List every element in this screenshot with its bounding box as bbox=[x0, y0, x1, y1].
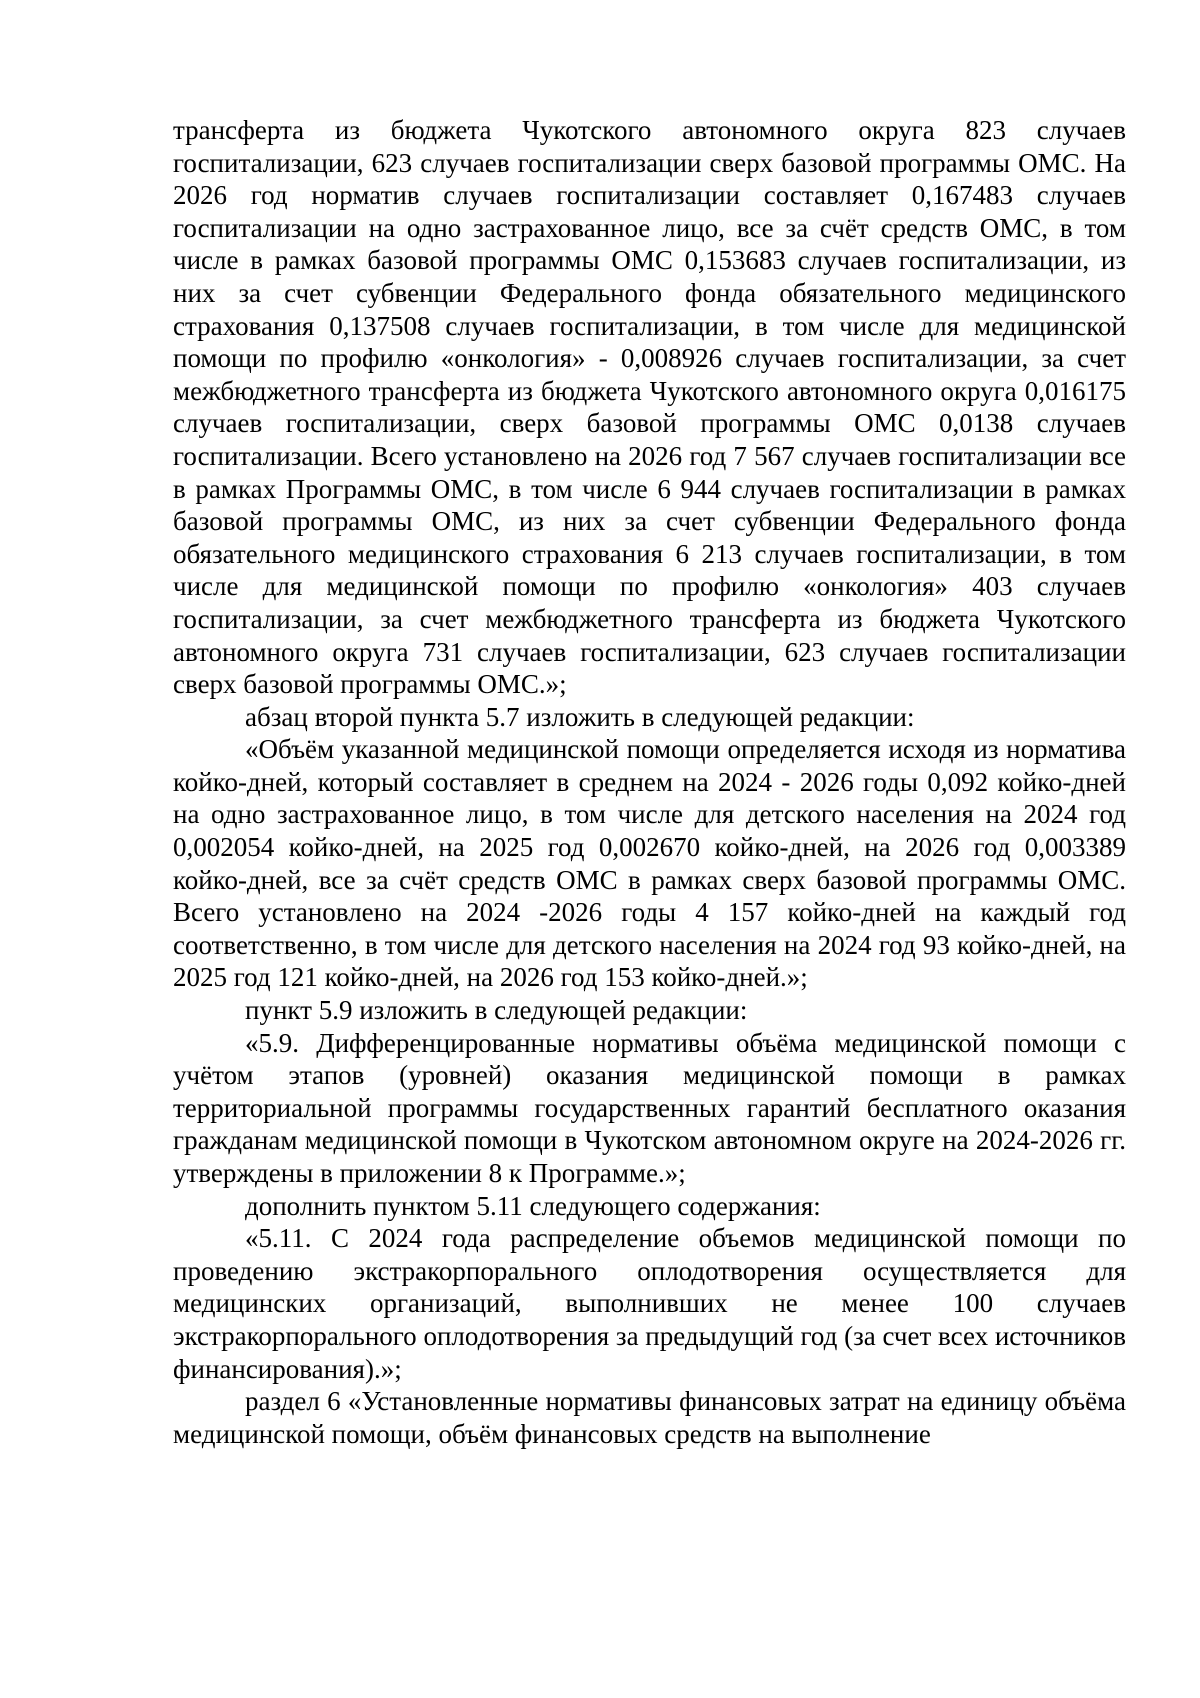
paragraph-hospitalization-continuation: трансферта из бюджета Чукотского автономного округа 823 случаев госпитализации, 623 случаев госпитализации сверх базовой программы ОМС. На 2026 год норматив случаев госпитализации составляет 0,167483 случаев госпитализации на одно застрахованное лицо, все за счёт средств ОМС, в том числе в рамках базовой программы ОМС 0,153683 случаев госпитализации, из них за счет субвенции Федерального фонда обязательного медицинского страхования 0,137508 случаев госпитализации, в том числе для медицинской помощи по профилю «онкология» - 0,008926 случаев госпитализации, за счет межбюджетного трансферта из бюджета Чукотского автономного округа 0,016175 случаев госпитализации, сверх базовой программы ОМС 0,0138 случаев госпитализации. Всего установлено на 2026 год 7 567 случаев госпитализации все в рамках Программы ОМС, в том числе 6 944 случаев госпитализации в рамках базовой программы ОМС, из них за счет субвенции Федерального фонда обязательного медицинского страхования 6 213 случаев госпитализации, в том числе для медицинской помощи по профилю «онкология» 403 случаев госпитализации, за счет межбюджетного трансферта из бюджета Чукотского автономного округа 731 случаев госпитализации, 623 случаев госпитализации сверх базовой программы ОМС.»; bbox=[173, 115, 1126, 700]
paragraph-clause-5-9-instruction: пункт 5.9 изложить в следующей редакции: bbox=[245, 995, 748, 1026]
paragraph-clause-5-7-text: «Объём указанной медицинской помощи определяется исходя из норматива койко-дней, который составляет в среднем на 2024 - 2026 годы 0,092 койко-дней на одно застрахованное лицо, в том числе для детского населения на 2024 год 0,002054 койко-дней, на 2025 год 0,002670 койко-дней, на 2026 год 0,003389 койко-дней, все за счёт средств ОМС в рамках сверх базовой программы ОМС. Всего установлено на 2024 -2026 годы 4 157 койко-дней на каждый год соответственно, в том числе для детского населения на 2024 год 93 койко-дней, на 2025 год 121 койко-дней, на 2026 год 153 койко-дней.»; bbox=[173, 734, 1126, 993]
paragraph-clause-5-9-text: «5.9. Дифференцированные нормативы объёма медицинской помощи с учётом этапов (уровней) оказания медицинской помощи в рамках территориальной программы государственных гарантий бесплатного оказания гражданам медицинской помощи в Чукотском автономном округе на 2024-2026 гг. утверждены в приложении 8 к Программе.»; bbox=[173, 1027, 1126, 1188]
paragraph-clause-5-11-instruction: дополнить пунктом 5.11 следующего содержания: bbox=[245, 1190, 821, 1221]
document-body bbox=[173, 114, 1126, 1450]
paragraph-clause-5-11-text: «5.11. С 2024 года распределение объемов медицинской помощи по проведению экстракорпорального оплодотворения осуществляется для медицинских организаций, выполнивших не менее 100 случаев экстракорпорального оплодотворения за предыдущий год (за счет всех источников финансирования).»; bbox=[173, 1223, 1126, 1384]
paragraph-section-6-text: раздел 6 «Установленные нормативы финансовых затрат на единицу объёма медицинской помощи, объём финансовых средств на выполнение bbox=[173, 1386, 1126, 1449]
paragraph-clause-5-7-instruction: абзац второй пункта 5.7 изложить в следующей редакции: bbox=[245, 701, 915, 732]
